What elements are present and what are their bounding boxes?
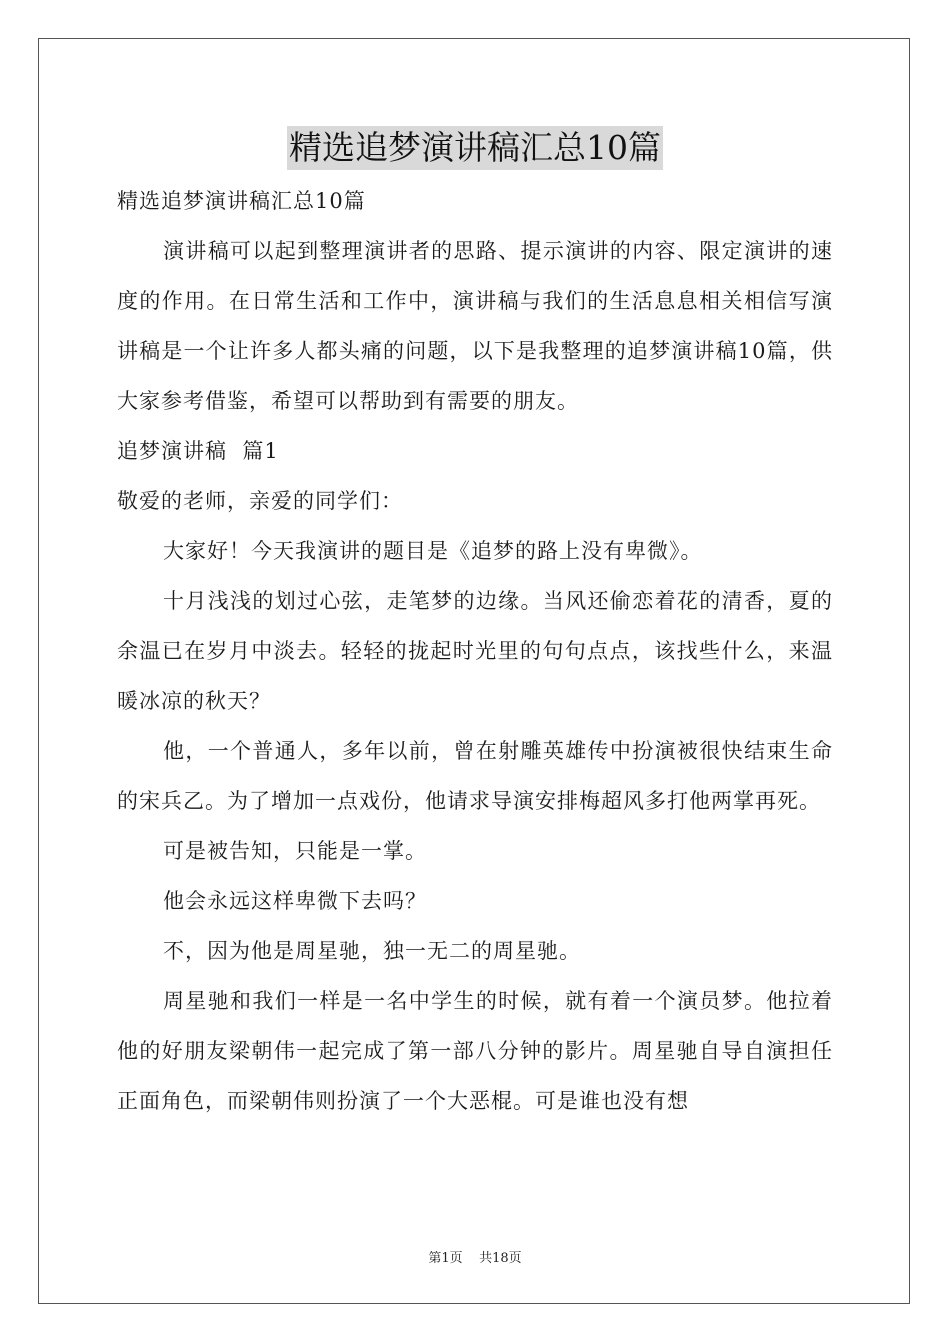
paragraph: 大家好！今天我演讲的题目是《追梦的路上没有卑微》。 (163, 539, 703, 563)
paragraph: 周星驰和我们一样是一名中学生的时候，就有着一个演员梦。他拉着他的好朋友梁朝伟一起完成了第一部八分钟的影片。周星驰自导自演担任正面角色，而梁朝伟则扮演了一个大恶棍。可是谁也没有想 (117, 989, 833, 1113)
document-title: 精选追梦演讲稿汇总10篇 (287, 126, 663, 170)
paragraph: 不，因为他是周星驰，独一无二的周星驰。 (163, 939, 581, 963)
document-body (117, 176, 833, 1126)
section-heading: 追梦演讲稿 篇1 (117, 439, 279, 463)
paragraph: 精选追梦演讲稿汇总10篇 (117, 189, 366, 213)
page-footer (0, 1247, 950, 1266)
salutation: 敬爱的老师，亲爱的同学们： (117, 489, 403, 513)
title-container (0, 126, 950, 170)
paragraph: 演讲稿可以起到整理演讲者的思路、提示演讲的内容、限定演讲的速度的作用。在日常生活和工作中，演讲稿与我们的生活息息相关相信写演讲稿是一个让许多人都头痛的问题，以下是我整理的追梦演讲稿10篇，供大家参考借鉴，希望可以帮助到有需要的朋友。 (117, 239, 833, 413)
paragraph: 可是被告知，只能是一掌。 (163, 839, 427, 863)
page-number: 第1页 共18页 (428, 1251, 522, 1266)
paragraph: 他会永远这样卑微下去吗？ (163, 889, 427, 913)
paragraph: 他，一个普通人，多年以前，曾在射雕英雄传中扮演被很快结束生命的宋兵乙。为了增加一点戏份，他请求导演安排梅超风多打他两掌再死。 (117, 739, 833, 813)
paragraph: 十月浅浅的划过心弦，走笔梦的边缘。当风还偷恋着花的清香，夏的余温已在岁月中淡去。轻轻的拢起时光里的句句点点，该找些什么，来温暖冰凉的秋天？ (117, 589, 833, 713)
